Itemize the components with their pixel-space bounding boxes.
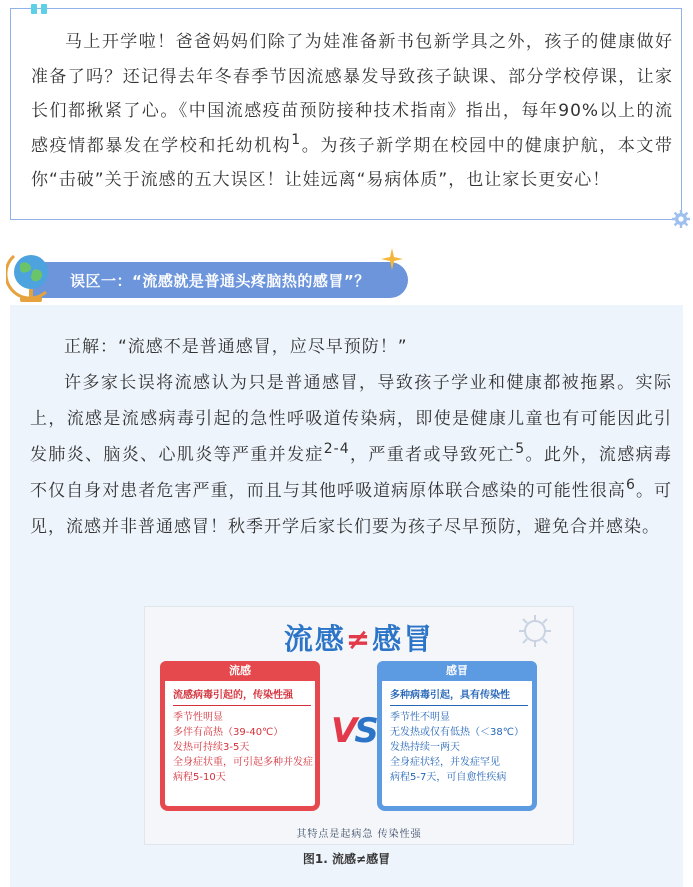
section-header	[0, 248, 693, 306]
figure-title-cold: 感冒	[372, 622, 435, 656]
bar-decoration-icon	[31, 4, 53, 14]
answer-line: 正解：“流感不是普通感冒，应尽早预防！”	[64, 337, 408, 357]
figure-caption: 图1. 流感≠感冒	[302, 852, 391, 866]
list-item: 发热持续一两天	[390, 742, 460, 753]
flu-card-header: 流感	[160, 661, 320, 681]
list-item: 多伴有高热（39-40℃）	[173, 727, 284, 738]
section-title: 误区一：“流感就是普通头疼脑热的感冒”？	[70, 272, 370, 290]
list-item: 无发热或仅有低热（＜38℃）	[390, 727, 524, 738]
list-item: 病程5-10天	[173, 772, 226, 783]
body-text-2: ，严重者或导致死亡	[349, 445, 516, 465]
body-text-4: 。可见，流感并非普通感冒！秋季开学后家长们要为孩子尽早预防，避免合并感染。	[30, 481, 673, 537]
list-item: 病程5-7天，可自愈性疾病	[390, 772, 507, 783]
vs-mark	[331, 711, 376, 751]
vs-s: S	[354, 711, 376, 751]
vs-v: V	[331, 711, 355, 751]
gear-icon	[671, 209, 691, 229]
body-text	[30, 329, 672, 545]
figure-title	[145, 617, 573, 658]
sparkle-icon	[381, 248, 403, 270]
not-equal-sign: ≠	[345, 622, 373, 656]
list-item: 全身症状重，可引起多种并发症	[173, 757, 313, 768]
cold-card	[377, 661, 537, 811]
citation-ref: 2-4	[323, 441, 350, 457]
list-item: 发热可持续3-5天	[173, 742, 250, 753]
citation-ref: 1	[291, 131, 302, 148]
intro-text-2: 。为孩子新学期在校园中的健康护航，本文带你“击破”关于流感的五大误区！让娃远离“易病体质”，也让家长更安心！	[31, 135, 674, 190]
list-item: 全身症状轻，并发症罕见	[390, 757, 500, 768]
intro-text-1: 马上开学啦！爸爸妈妈们除了为娃准备新书包新学具之外，孩子的健康做好准备了吗？还记得去年冬春季节因流感暴发导致孩子缺课、部分学校停课，让家长们都揪紧了心。《中国流感疫苗预防接种技术指南》指出，每年90%以上的流感疫情都暴发在学校和托幼机构	[31, 32, 673, 156]
flu-card-subtitle: 流感病毒引起的，传染性强	[173, 688, 311, 706]
comparison-figure	[144, 606, 574, 845]
figure-footer: 其特点是起病急 传染性强	[296, 829, 422, 840]
globe-icon	[6, 248, 56, 306]
flu-card-list	[173, 710, 313, 785]
intro-paragraph	[31, 25, 673, 198]
figure-title-flu: 流感	[283, 622, 346, 656]
body-text-3: 。此外，流感病毒不仅自身对患者危害严重，而且与其他呼吸道病原体联合感染的可能性很高	[30, 445, 673, 501]
citation-ref: 5	[515, 441, 526, 457]
body-paragraph	[30, 365, 672, 545]
flu-card	[160, 661, 320, 811]
cold-card-header: 感冒	[377, 661, 537, 681]
content-panel	[10, 305, 683, 887]
citation-ref: 6	[625, 477, 636, 493]
body-text-1: 许多家长误将流感认为只是普通感冒，导致孩子学业和健康都被拖累。实际上，流感是流感病毒引起的急性呼吸道传染病，即使是健康儿童也有可能因此引发肺炎、脑炎、心肌炎等严重并发症	[30, 373, 672, 465]
cold-card-list	[390, 710, 530, 785]
intro-box	[10, 8, 682, 220]
list-item: 季节性不明显	[390, 712, 450, 723]
list-item: 季节性明显	[173, 712, 223, 723]
cold-card-subtitle: 多种病毒引起，具有传染性	[390, 688, 528, 706]
